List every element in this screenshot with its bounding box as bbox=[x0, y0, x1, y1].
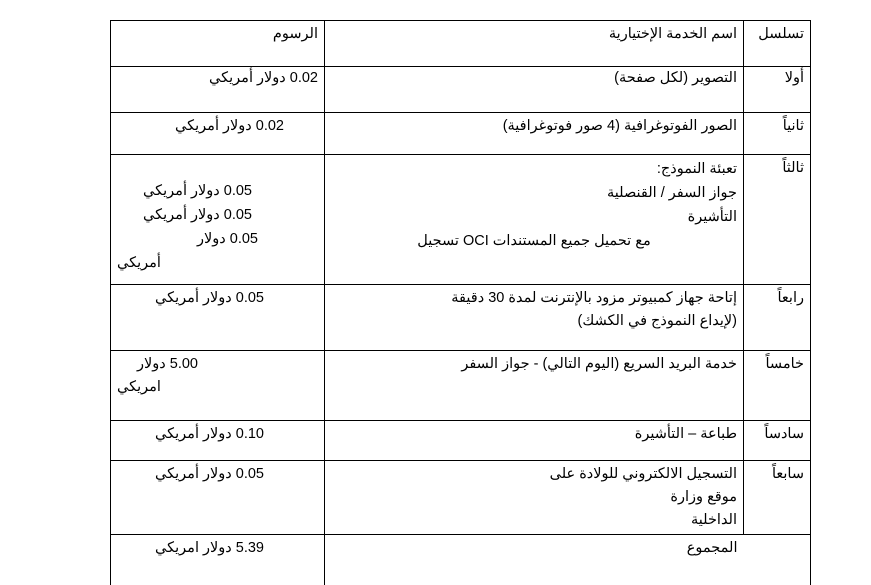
service-cell bbox=[325, 351, 744, 421]
fee-line: 0.05 دولار bbox=[197, 231, 258, 247]
service-line: تعبئة النموذج: bbox=[656, 161, 737, 177]
service-line: التصوير (لكل صفحة) bbox=[614, 70, 737, 86]
service-line: خدمة البريد السريع (اليوم التالي) - جواز السفر bbox=[461, 356, 737, 372]
header-service: اسم الخدمة الإختيارية bbox=[325, 21, 744, 67]
total-label: المجموع bbox=[686, 540, 738, 556]
sequence-cell: ثالثاً bbox=[744, 155, 811, 285]
table-row bbox=[111, 285, 811, 351]
total-row bbox=[111, 535, 811, 585]
table-row bbox=[111, 67, 811, 113]
service-line: إتاحة جهاز كمبيوتر مزود بالإنترنت لمدة 30 دقيقة bbox=[451, 290, 737, 306]
fee-line: أمريكي bbox=[117, 255, 161, 271]
fee-line: 5.00 دولار bbox=[137, 356, 198, 372]
service-cell bbox=[325, 285, 744, 351]
fee-line: امريكي bbox=[117, 379, 161, 395]
fee-line: 0.05 دولار أمريكي bbox=[155, 290, 264, 306]
service-line: التسجيل الالكتروني للولادة على موقع وزارة bbox=[549, 466, 737, 505]
total-label-cell bbox=[325, 535, 744, 585]
service-line: طباعة – التأشيرة bbox=[634, 426, 737, 442]
sequence-cell: خامساً bbox=[744, 351, 811, 421]
sequence-cell: ثانياً bbox=[744, 113, 811, 155]
header-row bbox=[111, 21, 811, 67]
sequence-cell: أولا bbox=[744, 67, 811, 113]
total-fee: 5.39 دولار امريكي bbox=[155, 540, 264, 556]
service-line: التأشيرة bbox=[687, 209, 737, 225]
fee-line: 0.05 دولار أمريكي bbox=[143, 207, 252, 223]
service-line: مع تحميل جميع المستندات OCI تسجيل bbox=[417, 233, 651, 249]
service-line: جواز السفر / القنصلية bbox=[607, 185, 737, 201]
fee-cell bbox=[111, 67, 325, 113]
service-cell bbox=[325, 113, 744, 155]
service-line: الداخلية bbox=[691, 512, 737, 528]
service-cell bbox=[325, 421, 744, 461]
fee-cell bbox=[111, 461, 325, 535]
service-cell bbox=[325, 67, 744, 113]
header-sequence: تسلسل bbox=[744, 21, 811, 67]
header-fees: الرسوم bbox=[111, 21, 325, 67]
sequence-cell: رابعاً bbox=[744, 285, 811, 351]
service-cell bbox=[325, 461, 744, 535]
table-row bbox=[111, 351, 811, 421]
fees-table bbox=[110, 20, 811, 585]
fee-line: 0.05 دولار أمريكي bbox=[143, 183, 252, 199]
total-fee-cell bbox=[111, 535, 325, 585]
table-row bbox=[111, 113, 811, 155]
sequence-cell: سابعاً bbox=[744, 461, 811, 535]
fee-line: 0.02 دولار أمريكي bbox=[175, 118, 284, 134]
fee-cell bbox=[111, 113, 325, 155]
table-row bbox=[111, 421, 811, 461]
fee-cell bbox=[111, 155, 325, 285]
table-row bbox=[111, 155, 811, 285]
service-line: الصور الفوتوغرافية (4 صور فوتوغرافية) bbox=[502, 118, 737, 134]
fee-cell bbox=[111, 421, 325, 461]
fee-line: 0.02 دولار أمريكي bbox=[209, 70, 318, 86]
fee-cell bbox=[111, 351, 325, 421]
fee-line: 0.05 دولار أمريكي bbox=[155, 466, 264, 482]
fee-cell bbox=[111, 285, 325, 351]
sequence-cell: سادساً bbox=[744, 421, 811, 461]
service-cell bbox=[325, 155, 744, 285]
fee-line: 0.10 دولار أمريكي bbox=[155, 426, 264, 442]
table-row bbox=[111, 461, 811, 535]
total-empty-cell bbox=[744, 535, 811, 585]
service-line: (لإيداع النموذج في الكشك) bbox=[577, 313, 737, 329]
